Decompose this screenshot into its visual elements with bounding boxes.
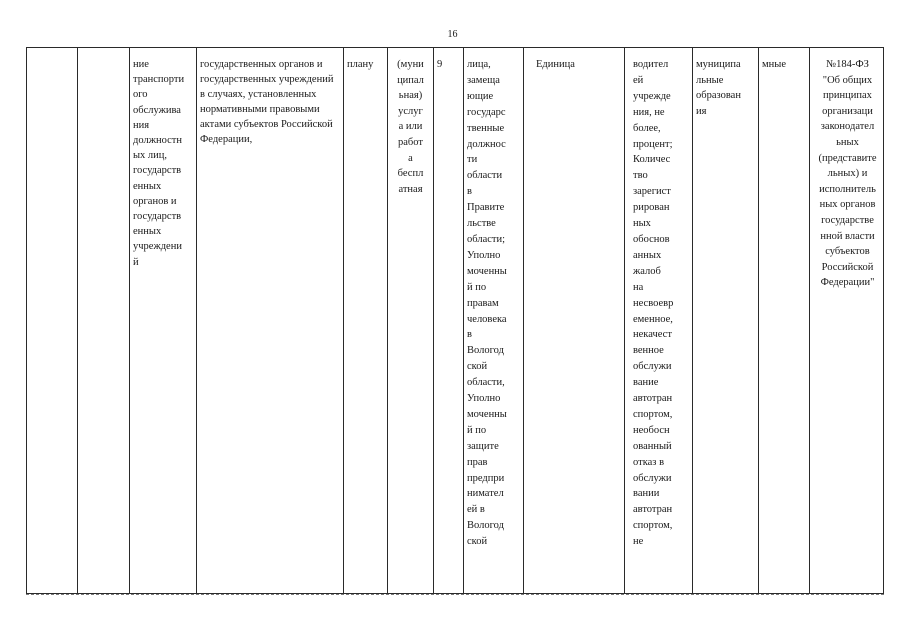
table-column-2 <box>77 48 129 593</box>
table-column-1 <box>27 48 77 593</box>
table-bottom-border <box>26 594 884 595</box>
table-column-12 <box>758 48 809 593</box>
table-column-7 <box>433 48 463 593</box>
table-column-13 <box>809 48 884 593</box>
document-table <box>26 47 884 594</box>
table-cell-text: 9 <box>437 59 443 70</box>
table-cell-text: лица, замеща ющие государс твенные должнос ти области в Правите льстве области; Уполно моченны й по правам человека в Вологод ской области, Уполно моченны й по защите прав предпри нимател ей в Вологод ской <box>467 59 507 548</box>
table-cell-text <box>78 48 129 57</box>
table-cell-text <box>27 48 77 57</box>
table-cell-text: ние транспорти ого обслужива ния должностн ых лиц, государств енных органов и государств енных учреждени й <box>133 59 185 268</box>
table-cell-text: государственных органов и государственных учреждений в случаях, установленных нормативными правовыми актами субъектов Российской Федерации, <box>200 59 334 146</box>
table-column-9 <box>523 48 624 593</box>
table-column-5 <box>343 48 387 593</box>
table-cell-text: муниципа льные образован ия <box>696 59 741 117</box>
table-cell-text: водител ей учрежде ния, не более, процент; Количес тво зарегист рирован ных обоснов анных жалоб на несвоевр еменное, некачест венное обслужи вание автотран спортом, необосн ованный отказ в обслужи вании автотран спортом, не <box>633 59 674 548</box>
table-cell-text: плану <box>347 59 374 70</box>
table-cell-text: Единица <box>536 59 575 70</box>
table-column-6 <box>387 48 433 593</box>
table-column-11 <box>692 48 758 593</box>
table-cell-text: №184-ФЗ "Об общих принципах организаци законодател ьных (представите льных) и исполнитель ных органов государстве нной власти субъектов Российской Федерации" <box>818 59 877 289</box>
table-column-3 <box>129 48 196 593</box>
table-cell-text: мные <box>762 59 786 70</box>
table-column-10 <box>624 48 692 593</box>
page-number: 16 <box>447 29 458 40</box>
table-column-4 <box>196 48 343 593</box>
table-column-8 <box>463 48 523 593</box>
table-cell-text: (муни ципал ьная) услуг а или работ а беспл атная <box>397 59 424 195</box>
